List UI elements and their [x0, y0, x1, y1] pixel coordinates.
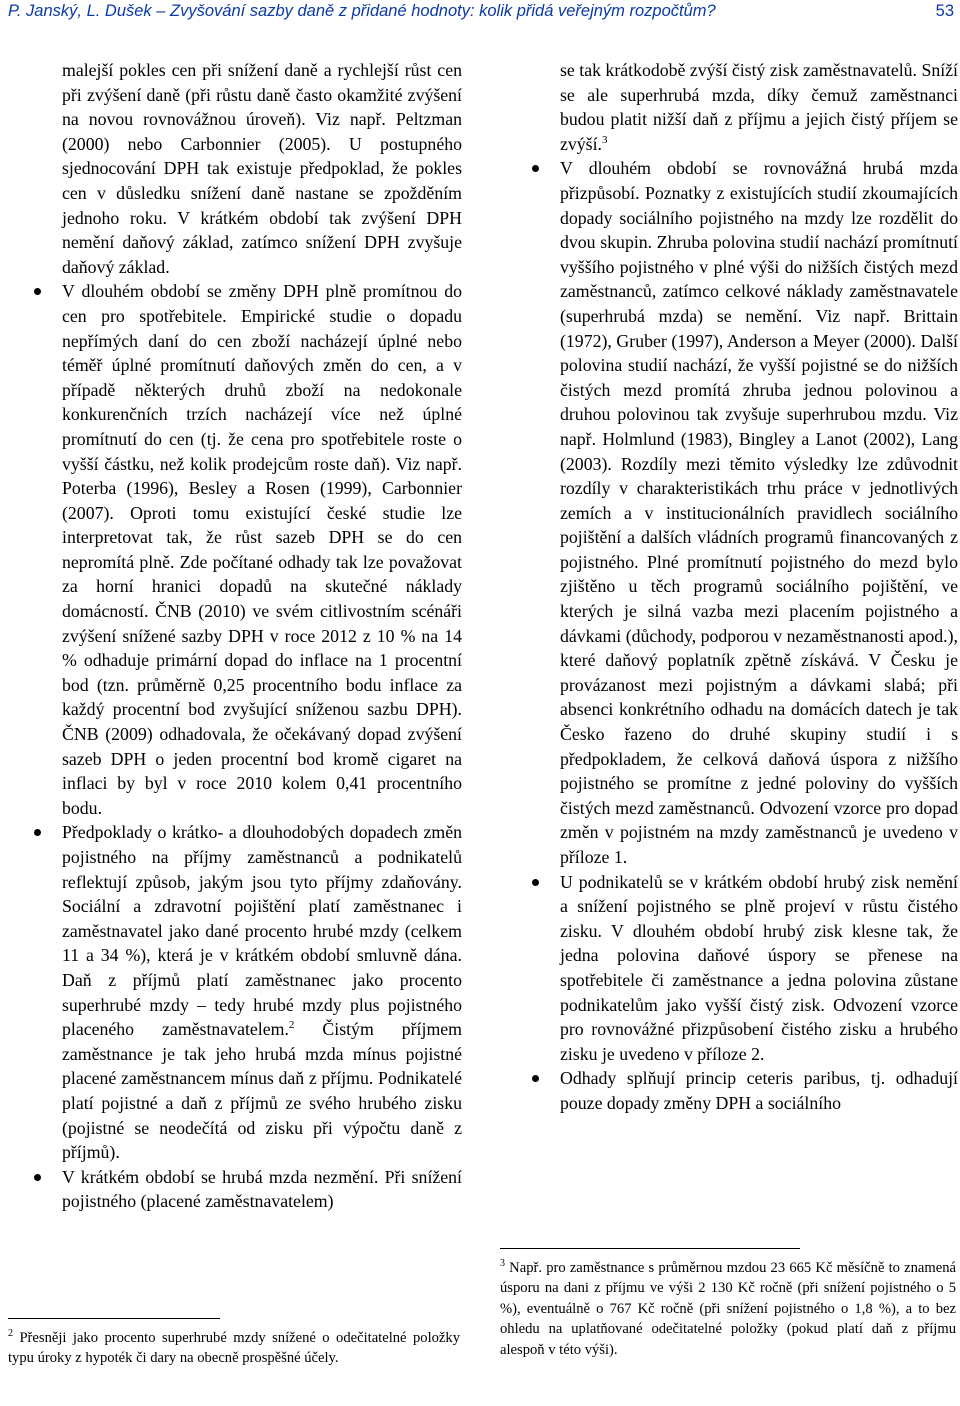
- bullet-text: Odhady splňují princip ceteris paribus, tj. odhadují pouze dopady změny DPH a sociálního: [560, 1068, 958, 1113]
- continuation-paragraph: [560, 58, 958, 156]
- bullet-insurance-assumptions: [62, 820, 462, 1164]
- bullet-text: V dlouhém období se rovnovážná hrubá mzda přizpůsobí. Poznatky z existujících studií zkoumajících dopady sociálního pojistného na mzdy lze rozdělit do dvou skupin. Zhruba polovina studií nachází promítnutí vyššího pojistného v plné výši do nižších čistých mezd zaměstnanců, zatímco celkové náklady zaměstnavatele (superhrubá mzda) se nemění. Viz např. Brittain (1972), Gruber (1997), Anderson a Meyer (2000). Další polovina studií nachází, že vyšší pojistné se do nižších čistých mezd promítá zhruba jednou polovinou a druhou polovinou tak zvyšuje superhrubou mzdu. Viz např. Holmlund (1983), Bingley a Lanot (2002), Lang (2003). Rozdíly mezi těmito výsledky lze zdůvodnit rozdíly v charakteristikách trhu práce v jednotlivých zemích a v institucionálních pravidlech sociálního pojištění a dalších vládních programů financovaných z pojistného. Plné promítnutí pojistného do mezd bylo zjištěno u těch programů sociálního pojištění, ve kterých je silná vazba mezi placením pojistného a dávkami (důchody, podporou v nezaměstnanosti apod.), které daňový poplatník zpětně získává. V Česku je provázanost mezi pojistným a dávkami slabá; při absenci konkrétního odhadu na domácích datech je tak Česko řazeno do druhé skupiny studií i s předpokladem, že celková daňová úspora z nižšího pojistného se promítne z jedné poloviny do vyšších čistých mezd zaměstnanců. Odvození vzorce pro dopad změn v pojistném na mzdy zaměstnanců je uvedeno v příloze 1.: [560, 158, 958, 867]
- footnote-marker-3: 3: [500, 1258, 505, 1270]
- page-number: 53: [935, 2, 954, 20]
- footnote-divider-right: [500, 1248, 800, 1249]
- bullet-icon: [34, 829, 41, 836]
- bullet-text: V krátkém období se hrubá mzda nezmění. Při snížení pojistného (placené zaměstnavatelem): [62, 1166, 462, 1212]
- bullet-long-term-wage: [560, 156, 958, 869]
- bullet-long-term-prices: [62, 279, 462, 820]
- bullet-icon: [532, 165, 539, 172]
- bullet-icon: [34, 1174, 41, 1181]
- footnote-ref-3: 3: [601, 133, 608, 146]
- bullet-short-term-wage: [62, 1165, 462, 1214]
- bullet-icon: [532, 1075, 539, 1082]
- intro-paragraph: malejší pokles cen při snížení daně a rychlejší růst cen při zvýšení daně (při růstu daně často okamžité zvýšení na novou rovnovážnou úroveň). Viz např. Peltzman (2000) nebo Carbonnier (2005). U postupného sjednocování DPH tak existuje předpoklad, že pokles cen v důsledku snížení daně nastane se zpožděním jednoho roku. V krátkém období tak zvýšení DPH nemění daňový základ, zatímco snížení DPH zvyšuje daňový základ.: [62, 60, 462, 277]
- bullet-text: V dlouhém období se změny DPH plně promítnou do cen pro spotřebitele. Empirické studie o dopadu nepřímých daní do cen zboží nacházejí úplné nebo téměř úplné promítnutí daňových změn do cen, a v případě některých druhů zboží na nedokonale konkurenčních trzích nacházejí více než úplné promítnutí do cen (tj. že cena pro spotřebitele roste o vyšší částku, než kolik prodejcům roste daň). Viz např. Poterba (1996), Besley a Rosen (1999), Carbonnier (2007). Oproti tomu existující české studie lze interpretovat tak, že růst sazeb DPH se do cen nepromítá plně. Zde počítané odhady tak lze považovat za horní hranici dopadů na skutečné náklady domácností. ČNB (2010) ve svém citlivostním scénáři zvýšení snížené sazby DPH v roce 2012 z 10 % na 14 % odhaduje primární dopad do inflace na 1 procentní bod (tzn. průměrně 0,25 procentního bodu inflace za každý procentní bod zvyšující sníženou sazbu DPH). ČNB (2009) odhadovala, že očekávaný dopad zvýšení sazeb DPH o jeden procentní bod kromě cigaret na inflaci by byl v roce 2010 kolem 0,41 procentního bodu.: [62, 281, 462, 818]
- bullet-icon: [532, 879, 539, 886]
- footnote-marker-2: 2: [8, 1328, 13, 1340]
- footnote-ref-2: 2: [288, 1019, 295, 1032]
- footnote-2-text: Přesněji jako procento superhrubé mzdy snížené o odečitatelné položky typu úroky z hypoték či dary na obecně prospěšné účely.: [8, 1330, 460, 1367]
- footnote-3: [500, 1258, 956, 1360]
- footnote-2: [8, 1328, 460, 1369]
- bullet-text-cont: Čistým příjmem zaměstnance je tak jeho hrubá mzda mínus pojistné placené zaměstnancem mínus daň z příjmu. Podnikatelé platí pojistné a daň z příjmů ze svého hrubého zisku (pojistné se neodečítá od zisku při výpočtu daně z příjmů).: [62, 1019, 462, 1163]
- right-column: [560, 58, 958, 1116]
- left-column: [62, 58, 462, 1214]
- running-header: [8, 2, 954, 28]
- footnote-divider-left: [8, 1318, 220, 1319]
- bullet-ceteris-paribus: [560, 1066, 958, 1115]
- continuation-text: se tak krátkodobě zvýší čistý zisk zaměstnavatelů. Sníží se ale superhrubá mzda, díky čemuž zaměstnanci budou platit nižší daň z příjmu a jejich čistý příjem se zvýší.: [560, 60, 958, 154]
- bullet-text: Předpoklady o krátko- a dlouhodobých dopadech změn pojistného na příjmy zaměstnanců a podnikatelů reflektují způsob, jakým jsou tyto příjmy zdaňovány. Sociální a zdravotní pojištění platí zaměstnanec i zaměstnavatel jako dané procento hrubé mzdy (celkem 11 a 34 %), která je v krátkém období smluvně dána. Daň z příjmů platí zaměstnanec jako procento superhrubé mzdy – tedy hrubé mzdy plus pojistného placeného zaměstnavatelem.: [62, 822, 462, 1040]
- footnote-3-text: Např. pro zaměstnance s průměrnou mzdou 23 665 Kč měsíčně to znamená úsporu na dani z příjmu ve výši 2 130 Kč ročně (při snížení pojistného o 5 %), eventuálně o 767 Kč ročně (při snížení pojistného o 1,8 %), a to bez ohledu na uplatňované odečitatelné položky (pokud platí daň z příjmu alespoň v této výši).: [500, 1260, 956, 1358]
- bullet-entrepreneurs: [560, 870, 958, 1067]
- bullet-text: U podnikatelů se v krátkém období hrubý zisk nemění a snížení pojistného se plně projeví v růstu čistého zisku. V dlouhém období hrubý zisk klesne tak, že jedna polovina daňové úspory se přenese na spotřebitele či zaměstnance a jedna polovina zůstane podnikatelům jako vyšší čistý zisk. Odvození vzorce pro rovnovážné přizpůsobení čistého zisku a hrubého zisku je uvedeno v příloze 2.: [560, 871, 958, 1064]
- header-title: P. Janský, L. Dušek – Zvyšování sazby daně z přidané hodnoty: kolik přidá veřejným rozpočtům?: [8, 2, 716, 20]
- bullet-icon: [34, 288, 41, 295]
